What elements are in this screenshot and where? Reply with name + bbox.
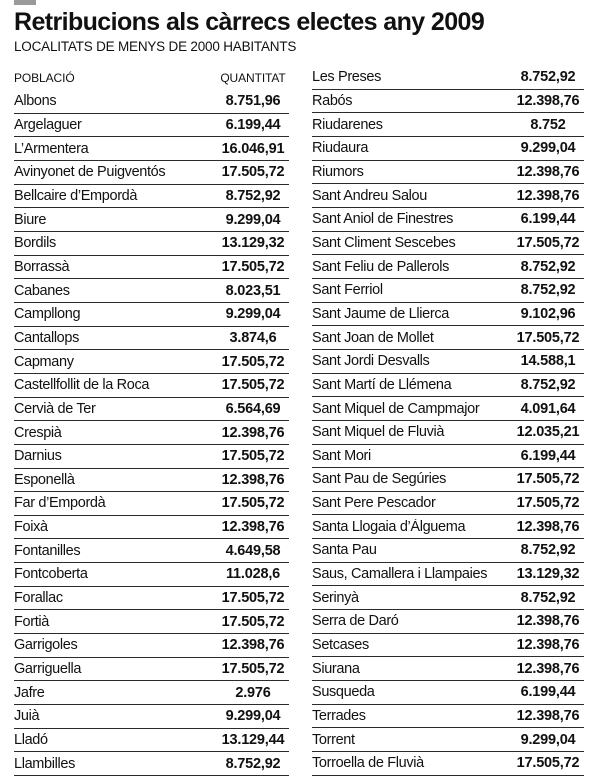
remuneration-value: 12.398,76 [516, 708, 580, 725]
remuneration-value: 12.035,21 [516, 424, 580, 441]
table-row [312, 326, 584, 350]
table-row [14, 729, 289, 753]
remuneration-value: 17.505,72 [221, 613, 285, 630]
town-name: Riumors [312, 163, 364, 180]
remuneration-value: 9.102,96 [520, 305, 576, 322]
town-name: Siurana [312, 660, 360, 677]
town-name: Argelaguer [14, 116, 82, 133]
town-name: Sant Martí de Llémena [312, 376, 452, 393]
town-name: Sant Andreu Salou [312, 187, 427, 204]
town-name: Sant Miquel de Campmajor [312, 400, 480, 417]
town-name: Sant Pau de Segúries [312, 471, 447, 488]
remuneration-value: 17.505,72 [221, 377, 285, 394]
town-name: L’Armentera [14, 140, 89, 157]
town-name: Jafre [14, 684, 45, 701]
town-name: Lladó [14, 732, 48, 749]
table-row [312, 657, 584, 681]
table-row [312, 255, 584, 279]
remuneration-value: 8.752,92 [520, 589, 576, 606]
remuneration-value: 12.398,76 [516, 660, 580, 677]
table-row [312, 137, 584, 161]
remuneration-value: 8.023,51 [225, 282, 281, 299]
town-name: Les Preses [312, 69, 382, 86]
town-name: Borrassà [14, 258, 70, 275]
table-row [312, 113, 584, 137]
town-name: Santa Llogaia d’Àlguema [312, 518, 466, 535]
town-name: Serinyà [312, 589, 359, 606]
town-name: Sant Joan de Mollet [312, 329, 434, 346]
remuneration-value: 12.398,76 [221, 519, 285, 536]
town-name: Setcases [312, 637, 369, 654]
remuneration-value: 17.505,72 [221, 590, 285, 607]
table-row [14, 137, 289, 161]
remuneration-value: 8.752,92 [520, 282, 576, 299]
remuneration-value: 13.129,32 [221, 235, 285, 252]
remuneration-value: 8.751,96 [225, 93, 281, 110]
table-row [14, 752, 289, 776]
town-name: Garriguella [14, 661, 82, 678]
table-row [14, 492, 289, 516]
remuneration-value: 11.028,6 [225, 566, 281, 583]
town-name: Campllong [14, 306, 81, 323]
table-row [312, 610, 584, 634]
remuneration-value: 14.588,1 [520, 353, 576, 370]
remuneration-value: 9.299,04 [520, 731, 576, 748]
table-row [14, 185, 289, 209]
remuneration-value: 8.752,92 [520, 376, 576, 393]
table-row [312, 66, 584, 90]
table-row [312, 728, 584, 752]
town-name: Forallac [14, 590, 63, 607]
remuneration-value: 8.752,92 [520, 258, 576, 275]
town-name: Far d’Empordà [14, 495, 106, 512]
remuneration-value: 9.299,04 [225, 708, 281, 725]
column-header-quantitat: QUANTITAT [220, 71, 286, 85]
town-name: Santa Pau [312, 542, 377, 559]
remuneration-value: 9.299,04 [225, 211, 281, 228]
town-name: Crespià [14, 424, 62, 441]
town-name: Terrades [312, 708, 366, 725]
table-row [312, 563, 584, 587]
remuneration-value: 12.398,76 [516, 187, 580, 204]
table-row [14, 374, 289, 398]
table-row [14, 303, 289, 327]
table-row [312, 634, 584, 658]
table-right-rows [312, 66, 584, 776]
remuneration-value: 8.752,92 [225, 187, 281, 204]
town-name: Sant Feliu de Pallerols [312, 258, 450, 275]
remuneration-value: 17.505,72 [221, 258, 285, 275]
page-subtitle: LOCALITATS DE MENYS DE 2000 HABITANTS [14, 39, 297, 54]
table-row [14, 208, 289, 232]
remuneration-value: 16.046,91 [221, 140, 285, 157]
table-row [312, 492, 584, 516]
town-name: Fortià [14, 613, 49, 630]
town-name: Bellcaire d’Empordà [14, 187, 138, 204]
table-row [14, 232, 289, 256]
town-name: Serra de Daró [312, 613, 399, 630]
table-row [14, 279, 289, 303]
table-row [312, 468, 584, 492]
table-row [312, 681, 584, 705]
table-row [14, 114, 289, 138]
remuneration-value: 17.505,72 [221, 448, 285, 465]
remuneration-value: 12.398,76 [516, 163, 580, 180]
table-row [14, 634, 289, 658]
table-right-column [312, 66, 584, 776]
town-name: Fontcoberta [14, 566, 88, 583]
table-row [312, 303, 584, 327]
town-name: Cantallops [14, 329, 80, 346]
table-row [312, 374, 584, 398]
remuneration-value: 8.752,92 [225, 755, 281, 772]
table-row [14, 516, 289, 540]
town-name: Torrent [312, 731, 355, 748]
table-row [312, 515, 584, 539]
table-row [14, 587, 289, 611]
table-row [14, 563, 289, 587]
remuneration-value: 6.199,44 [520, 447, 576, 464]
table-row [14, 445, 289, 469]
remuneration-value: 17.505,72 [221, 661, 285, 678]
town-name: Esponellà [14, 471, 75, 488]
remuneration-value: 12.398,76 [516, 92, 580, 109]
remuneration-value: 12.398,76 [221, 637, 285, 654]
table-row [312, 752, 584, 776]
remuneration-value: 12.398,76 [516, 518, 580, 535]
town-name: Cabanes [14, 282, 70, 299]
table-row [14, 398, 289, 422]
remuneration-value: 12.398,76 [516, 613, 580, 630]
column-header-poblacio: POBLACIÓ [14, 71, 75, 85]
table-row [312, 445, 584, 469]
remuneration-value: 17.505,72 [221, 495, 285, 512]
remuneration-value: 2.976 [235, 684, 271, 701]
town-name: Sant Miquel de Fluvià [312, 424, 445, 441]
table-row [312, 350, 584, 374]
town-name: Castellfollit de la Roca [14, 377, 150, 394]
town-name: Riudarenes [312, 116, 383, 133]
remuneration-value: 6.199,44 [225, 116, 281, 133]
table-row [14, 705, 289, 729]
table-row [14, 610, 289, 634]
town-name: Sant Jaume de Llierca [312, 305, 449, 322]
table-row [312, 90, 584, 114]
remuneration-value: 12.398,76 [221, 471, 285, 488]
table-row [14, 539, 289, 563]
town-name: Biure [14, 211, 47, 228]
remuneration-value: 4.091,64 [520, 400, 576, 417]
table-header [14, 66, 289, 90]
town-name: Sant Ferriol [312, 282, 383, 299]
table-row [312, 161, 584, 185]
town-name: Rabós [312, 92, 353, 109]
remuneration-value: 17.505,72 [516, 495, 580, 512]
remuneration-value: 9.299,04 [225, 306, 281, 323]
town-name: Juià [14, 708, 40, 725]
remuneration-value: 3.874,6 [229, 329, 277, 346]
remuneration-value: 4.649,58 [225, 542, 281, 559]
remuneration-value: 8.752,92 [520, 542, 576, 559]
remuneration-value: 6.199,44 [520, 684, 576, 701]
table-row [312, 421, 584, 445]
town-name: Garrigoles [14, 637, 78, 654]
table-row [14, 327, 289, 351]
town-name: Sant Jordi Desvalls [312, 353, 430, 370]
remuneration-value: 17.505,72 [516, 471, 580, 488]
table-left-column [14, 66, 289, 776]
remuneration-value: 12.398,76 [516, 637, 580, 654]
remuneration-value: 8.752 [530, 116, 566, 133]
table-row [312, 184, 584, 208]
table-row [312, 208, 584, 232]
town-name: Albons [14, 93, 57, 110]
town-name: Fontanilles [14, 542, 81, 559]
town-name: Sant Aniol de Finestres [312, 211, 454, 228]
header-accent-bar [14, 0, 36, 5]
table-row [14, 350, 289, 374]
remuneration-value: 6.564,69 [225, 400, 281, 417]
table-row [312, 232, 584, 256]
town-name: Darnius [14, 448, 62, 465]
table-row [14, 469, 289, 493]
town-name: Torroella de Fluvià [312, 755, 424, 772]
town-name: Riudaura [312, 140, 369, 157]
table-row [312, 279, 584, 303]
remuneration-value: 9.299,04 [520, 140, 576, 157]
table-row [312, 397, 584, 421]
town-name: Susqueda [312, 684, 375, 701]
table-row [14, 90, 289, 114]
town-name: Foixà [14, 519, 48, 536]
remuneration-value: 12.398,76 [221, 424, 285, 441]
town-name: Saus, Camallera i Llampaies [312, 566, 488, 583]
town-name: Sant Pere Pescador [312, 495, 436, 512]
table-row [14, 421, 289, 445]
table-row [14, 658, 289, 682]
remuneration-value: 17.505,72 [516, 329, 580, 346]
remuneration-value: 13.129,44 [221, 732, 285, 749]
table-row [312, 705, 584, 729]
table-row [14, 681, 289, 705]
town-name: Capmany [14, 353, 74, 370]
table-row [312, 539, 584, 563]
remuneration-value: 17.505,72 [516, 234, 580, 251]
remuneration-value: 17.505,72 [221, 353, 285, 370]
town-name: Sant Climent Sescebes [312, 234, 456, 251]
table-row [14, 256, 289, 280]
remuneration-value: 17.505,72 [221, 164, 285, 181]
remuneration-value: 8.752,92 [520, 69, 576, 86]
table-row [14, 161, 289, 185]
table-left-rows [14, 90, 289, 776]
town-name: Llambilles [14, 755, 75, 772]
town-name: Cervià de Ter [14, 400, 96, 417]
remuneration-value: 13.129,32 [516, 566, 580, 583]
town-name: Bordils [14, 235, 56, 252]
remuneration-value: 17.505,72 [516, 755, 580, 772]
table-row [312, 586, 584, 610]
page-title: Retribucions als càrrecs electes any 2009 [14, 8, 485, 36]
remuneration-value: 6.199,44 [520, 211, 576, 228]
town-name: Avinyonet de Puigventós [14, 164, 166, 181]
town-name: Sant Mori [312, 447, 371, 464]
